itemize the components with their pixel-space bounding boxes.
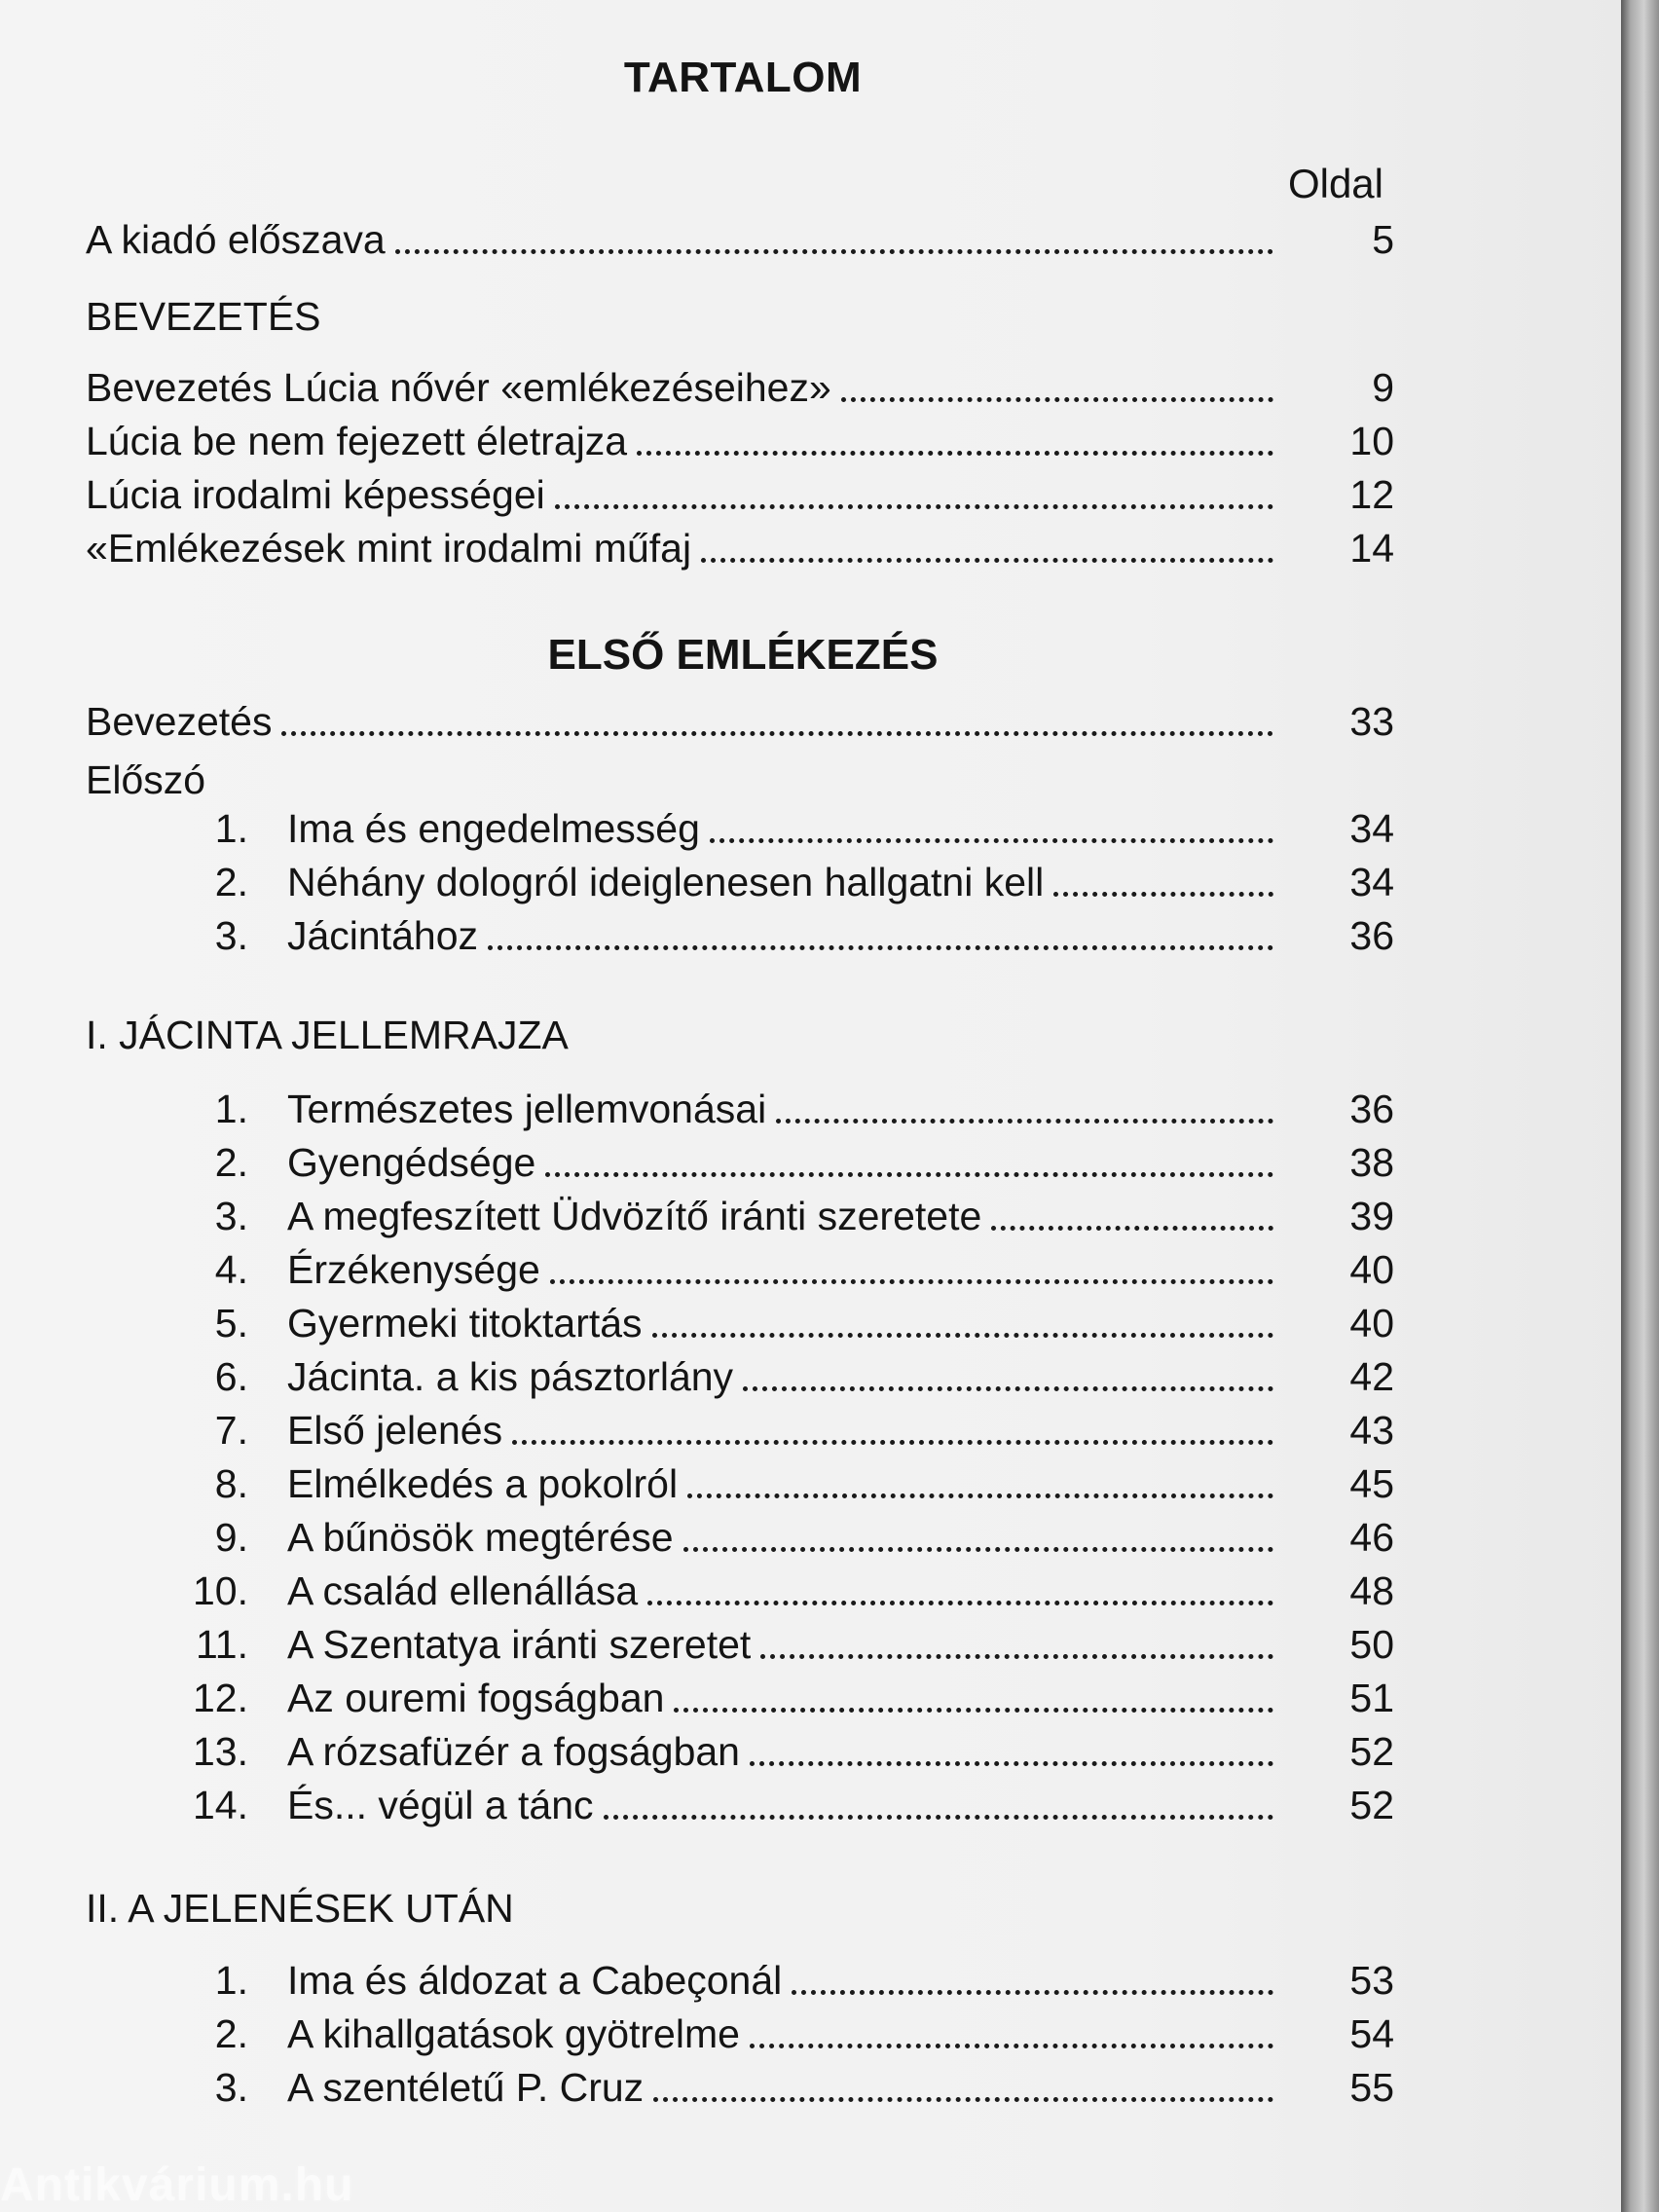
leader-dots [512, 1440, 1273, 1445]
toc-entry-label: Gyermeki titoktartás [287, 1301, 643, 1346]
toc-entry [156, 857, 1394, 907]
toc-entry [156, 803, 1394, 854]
toc-entry [156, 1955, 1394, 2006]
toc-entry-label: Gyengédsége [287, 1140, 536, 1185]
toc-entry [156, 1137, 1394, 1188]
watermark: Antikvárium.hu [0, 2159, 354, 2211]
toc-entry-label: A szentéletű P. Cruz [287, 2065, 645, 2110]
toc-entry-page: 43 [1349, 1408, 1394, 1453]
leader-dots [991, 1226, 1273, 1231]
toc-entry [156, 1405, 1394, 1456]
toc-entry [156, 2062, 1394, 2113]
toc-entry-label: Ima és áldozat a Cabeçonál [287, 1958, 783, 2003]
toc-entry-label: Lúcia irodalmi képességei [86, 472, 545, 517]
toc-entry [156, 1244, 1394, 1295]
leader-dots [550, 1279, 1273, 1284]
toc-entry [156, 1191, 1394, 1241]
toc-entry-page: 34 [1349, 860, 1394, 904]
toc-entry-page: 5 [1372, 217, 1394, 262]
toc-entry-page: 40 [1349, 1301, 1394, 1346]
toc-entry-label: A kihallgatások gyötrelme [287, 2011, 740, 2056]
toc-entry-page: 33 [1349, 699, 1394, 744]
toc-entry-number: 3. [214, 1194, 248, 1238]
toc-entry-number: 9. [214, 1515, 248, 1560]
page-column-label: Oldal [1287, 161, 1383, 206]
toc-entry [86, 416, 1394, 466]
toc-entry-label: Néhány dologról ideiglenesen hallgatni kell [287, 860, 1045, 904]
leader-dots [653, 2097, 1273, 2102]
toc-entry-label: Elmélkedés a pokolról [287, 1461, 679, 1506]
toc-entry [156, 1458, 1394, 1509]
toc-entry-label: Bevezetés Lúcia nővér «emlékezéseihez» [86, 365, 831, 410]
toc-entry-number: 12. [193, 1676, 248, 1720]
leader-dots [743, 1386, 1273, 1391]
toc-entry-label: Jácinta. a kis pásztorlány [287, 1354, 734, 1399]
toc-entry-number: 1. [214, 806, 248, 851]
toc-entry [156, 1298, 1394, 1348]
toc-entry [156, 1726, 1394, 1777]
toc-entry-page: 40 [1349, 1247, 1394, 1292]
leader-dots [488, 945, 1273, 950]
book-spine [1621, 0, 1659, 2212]
toc-entry-page: 53 [1349, 1958, 1394, 2003]
toc-entry-page: 46 [1349, 1515, 1394, 1560]
toc-entry-label: Az ouremi fogságban [287, 1676, 665, 1720]
toc-entry [86, 362, 1394, 413]
toc-entry-label: Ima és engedelmesség [287, 806, 700, 851]
toc-entry-page: 36 [1349, 1087, 1394, 1131]
toc-entry-label: A kiadó előszava [86, 217, 386, 262]
toc-entry-number: 6. [214, 1354, 248, 1399]
leader-dots [776, 1119, 1273, 1124]
toc-entry-label: A megfeszített Üdvözítő iránti szeretete [287, 1194, 982, 1238]
toc-entry-label: «Emlékezések mint irodalmi műfaj [86, 526, 692, 571]
toc-entry [86, 214, 1394, 265]
toc-entry-label: A rózsafüzér a fogságban [287, 1729, 740, 1774]
leader-dots [647, 1601, 1273, 1605]
toc-entry-page: 34 [1349, 806, 1394, 851]
toc-entry-page: 38 [1349, 1140, 1394, 1185]
section-heading: BEVEZETÉS [86, 294, 321, 339]
toc-entry [156, 910, 1394, 961]
toc-entry [156, 1673, 1394, 1723]
toc-entry-number: 2. [214, 860, 248, 904]
toc-entry-number: 5. [214, 1301, 248, 1346]
leader-dots [710, 838, 1273, 843]
toc-entry-number: 10. [193, 1568, 248, 1613]
page-title: TARTALOM [623, 54, 863, 101]
chapter-heading: I. JÁCINTA JELLEMRAJZA [86, 1013, 569, 1057]
leader-dots [683, 1547, 1273, 1552]
toc-entry-number: 2. [214, 1140, 248, 1185]
toc-entry-page: 52 [1349, 1729, 1394, 1774]
toc-entry [86, 696, 1394, 747]
toc-entry-page: 10 [1349, 419, 1394, 463]
leader-dots [760, 1654, 1273, 1659]
toc-entry-page: 50 [1349, 1622, 1394, 1667]
leader-dots [281, 731, 1273, 736]
toc-entry [156, 2009, 1394, 2059]
section-title: ELSŐ EMLÉKEZÉS [547, 631, 939, 679]
toc-entry-number: 14. [193, 1783, 248, 1827]
toc-entry-number: 8. [214, 1461, 248, 1506]
toc-entry-number: 2. [214, 2011, 248, 2056]
toc-entry-label: Természetes jellemvonásai [287, 1087, 767, 1131]
toc-entry-label: Bevezetés [86, 699, 273, 744]
toc-entry-label: Előszó [86, 757, 206, 802]
toc-entry-number: 3. [214, 913, 248, 958]
toc-entry-label: A bűnösök megtérése [287, 1515, 674, 1560]
toc-entry-number: 11. [196, 1622, 248, 1667]
toc-entry-label: A család ellenállása [287, 1568, 639, 1613]
toc-entry-page: 52 [1349, 1783, 1394, 1827]
toc-entry-page: 39 [1349, 1194, 1394, 1238]
toc-entry-label: Jácintához [287, 913, 479, 958]
toc-entry-page: 51 [1349, 1676, 1394, 1720]
toc-entry-page: 9 [1372, 365, 1394, 410]
leader-dots [395, 249, 1273, 254]
leader-dots [750, 2044, 1273, 2048]
toc-entry-page: 36 [1349, 913, 1394, 958]
toc-entry-page: 12 [1349, 472, 1394, 517]
leader-dots [1053, 892, 1273, 897]
leader-dots [701, 558, 1273, 563]
toc-entry-number: 13. [193, 1729, 248, 1774]
leader-dots [652, 1333, 1273, 1338]
leader-dots [637, 451, 1273, 456]
toc-entry-number: 1. [214, 1958, 248, 2003]
leader-dots [687, 1493, 1273, 1498]
toc-entry-number: 7. [214, 1408, 248, 1453]
toc-entry [86, 523, 1394, 573]
toc-entry-number: 4. [214, 1247, 248, 1292]
leader-dots [750, 1761, 1273, 1766]
toc-entry [156, 1566, 1394, 1616]
toc-entry [156, 1512, 1394, 1563]
toc-entry-label: Érzékenysége [287, 1247, 540, 1292]
leader-dots [674, 1708, 1273, 1713]
toc-entry-label: És... végül a tánc [287, 1783, 594, 1827]
leader-dots [604, 1815, 1273, 1820]
toc-entry-number: 3. [214, 2065, 248, 2110]
toc-entry-label: Lúcia be nem fejezett életrajza [86, 419, 628, 463]
toc-entry-page: 45 [1349, 1461, 1394, 1506]
toc-entry [156, 1619, 1394, 1670]
toc-entry [156, 1084, 1394, 1134]
toc-entry [156, 1351, 1394, 1402]
toc-entry-page: 14 [1349, 526, 1394, 571]
leader-dots [555, 504, 1273, 509]
toc-entry-label: Első jelenés [287, 1408, 503, 1453]
toc-entry-page: 54 [1349, 2011, 1394, 2056]
toc-entry-label: A Szentatya iránti szeretet [287, 1622, 752, 1667]
leader-dots [841, 397, 1273, 402]
leader-dots [545, 1172, 1273, 1177]
toc-entry [156, 1780, 1394, 1830]
toc-entry-page: 48 [1349, 1568, 1394, 1613]
chapter-heading: II. A JELENÉSEK UTÁN [86, 1886, 514, 1931]
toc-entry-page: 55 [1349, 2065, 1394, 2110]
toc-entry-page: 42 [1349, 1354, 1394, 1399]
toc-entry-number: 1. [214, 1087, 248, 1131]
leader-dots [792, 1990, 1273, 1995]
toc-entry [86, 469, 1394, 520]
